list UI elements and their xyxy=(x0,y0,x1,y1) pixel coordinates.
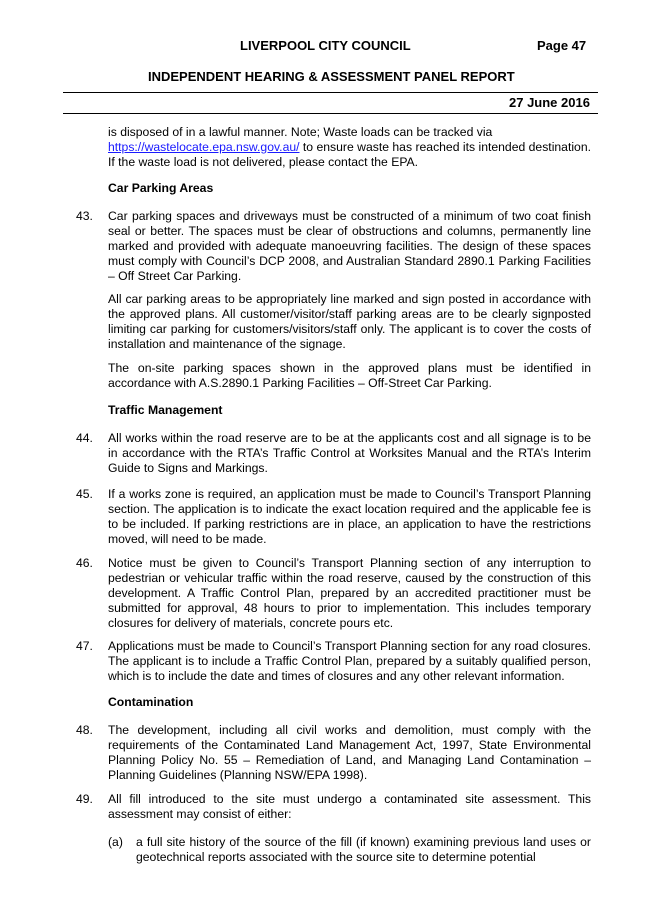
condition-43-paragraph-3: The on-site parking spaces shown in the approved plans must be identified in accordance with A.S.2890.1 Parking Facilities – Off-Street Car Parking. xyxy=(108,361,591,390)
condition-46-text: Notice must be given to Council’s Transport Planning section of any interruption to pedestrian or vehicular traffic within the road reserve, caused by the construction of this development. A Traffic Control Plan, prepared by an accredited practitioner must be submitted for approval, 48 hours to prior to implementation. This includes temporary closures for delivery of materials, concrete pours etc. xyxy=(108,556,591,630)
report-title: INDEPENDENT HEARING & ASSESSMENT PANEL REPORT xyxy=(148,69,515,84)
header-top-rule xyxy=(63,92,598,93)
condition-45-text: If a works zone is required, an application must be made to Council’s Transport Planning section. The application is to indicate the exact location required and the applicable fee is to be included. If parking restrictions are in place, an application to have the restrictions moved, will need to be made. xyxy=(108,487,591,546)
wastelocate-link[interactable]: https://wastelocate.epa.nsw.gov.au/ xyxy=(108,139,300,154)
condition-43-text: Car parking spaces and driveways must be constructed of a minimum of two coat finish seal or better. The spaces must be clear of obstructions and columns, permanently line marked and provided with adequate manoeuvring facilities. The design of these spaces must comply with Council’s DCP 2008, and Australian Standard 2890.1 Parking Facilities – Off Street Car Parking. xyxy=(108,209,591,283)
condition-49-text: All fill introduced to the site must undergo a contaminated site assessment. This assessment may consist of either: xyxy=(108,792,591,821)
heading-traffic-management: Traffic Management xyxy=(108,403,223,417)
heading-car-parking: Car Parking Areas xyxy=(108,181,214,195)
page-number: Page 47 xyxy=(537,38,587,53)
condition-49a-label: (a) xyxy=(108,835,123,849)
condition-44-number: 44. xyxy=(76,431,93,445)
condition-43-paragraph-2: All car parking areas to be appropriately line marked and sign posted in accordance with the approved plans. All customer/visitor/staff parking areas are to be clearly signposted limiting car parking for customers/visitors/staff only. The applicant is to cover the costs of installation and maintenance of the signage. xyxy=(108,292,591,351)
intro-text-after-link: to ensure waste has reached its intended destination. If the waste load is not delivered, please contact the EPA. xyxy=(108,139,591,169)
condition-44-text: All works within the road reserve are to be at the applicants cost and all signage is to be in accordance with the RTA’s Traffic Control at Worksites Manual and the RTA’s Interim Guide to Signs and Markings. xyxy=(108,431,591,475)
report-date: 27 June 2016 xyxy=(509,95,590,110)
intro-paragraph xyxy=(108,125,591,170)
condition-47-number: 47. xyxy=(76,639,93,653)
intro-text-before-link: is disposed of in a lawful manner. Note; Waste loads can be tracked via xyxy=(108,125,493,139)
condition-47-text: Applications must be made to Council’s Transport Planning section for any road closures. The applicant is to include a Traffic Control Plan, prepared by a suitably qualified person, which is to include the date and times of closures and any other relevant information. xyxy=(108,639,591,683)
condition-49a-text: a full site history of the source of the fill (if known) examining previous land uses or geotechnical reports associated with the source site to determine potential xyxy=(136,835,591,864)
condition-46-number: 46. xyxy=(76,556,93,570)
condition-49-number: 49. xyxy=(76,792,93,806)
condition-45-number: 45. xyxy=(76,487,93,501)
condition-43-number: 43. xyxy=(76,209,93,223)
condition-48-text: The development, including all civil works and demolition, must comply with the requirements of the Contaminated Land Management Act, 1997, State Environmental Planning Policy No. 55 – Remediation of Land, and Managing Land Contamination – Planning Guidelines (Planning NSW/EPA 1998). xyxy=(108,723,591,782)
header-bottom-rule xyxy=(63,113,598,114)
council-name: LIVERPOOL CITY COUNCIL xyxy=(240,38,411,53)
heading-contamination: Contamination xyxy=(108,695,194,709)
condition-48-number: 48. xyxy=(76,723,93,737)
